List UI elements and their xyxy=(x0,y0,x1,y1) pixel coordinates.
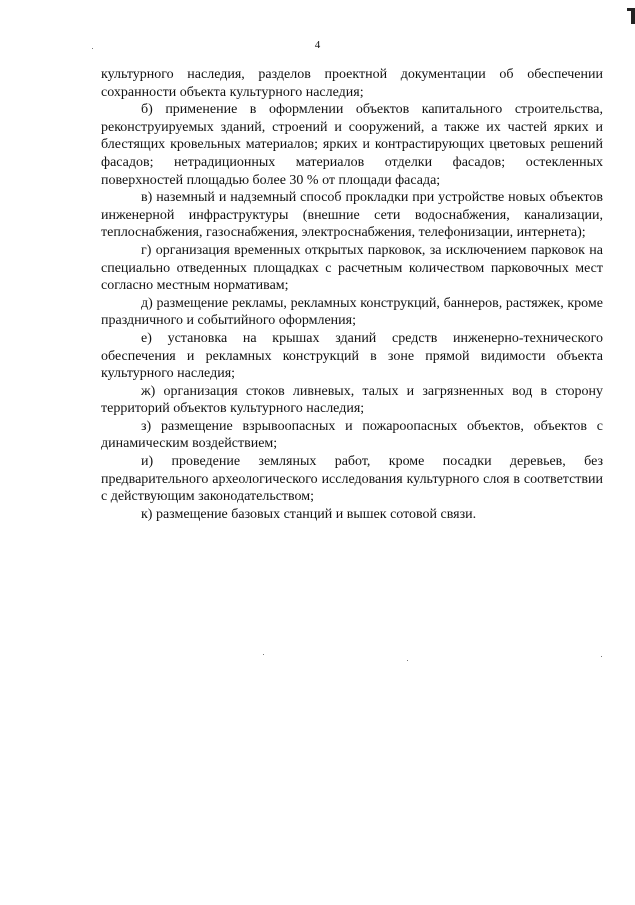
scan-speck xyxy=(407,660,408,661)
scan-speck xyxy=(92,48,93,49)
scan-speck xyxy=(263,654,264,655)
paragraph-continuation: культурного наследия, разделов проектной документации об обеспечении сохранности объекта культурного наследия; xyxy=(101,67,603,100)
page-number: 4 xyxy=(314,39,321,51)
paragraph-item-v: в) наземный и надземный способ прокладки при устройстве новых объектов инженерной инфраструктуры (внешние сети водоснабжения, канализации, теплоснабжения, газоснабжения, электроснабжения, телефонизации, интернета); xyxy=(101,190,603,241)
paragraph-item-k: к) размещение базовых станций и вышек сотовой связи. xyxy=(141,506,477,522)
scan-edge-mark xyxy=(631,8,635,24)
paragraph-item-i: и) проведение земляных работ, кроме посадки деревьев, без предварительного археологического исследования культурного слоя в соответствии с действующим законодательством; xyxy=(101,454,603,505)
paragraph-item-z: з) размещение взрывоопасных и пожароопасных объектов, объектов с динамическим воздействием; xyxy=(101,418,603,452)
scan-speck xyxy=(601,656,602,657)
paragraph-item-g: г) организация временных открытых парковок, за исключением парковок на специально отведенных площадках с расчетным количеством парковочных мест согласно местным нормативам; xyxy=(101,242,603,294)
document-body xyxy=(101,66,603,523)
paragraph-item-d: д) размещение рекламы, рекламных конструкций, баннеров, растяжек, кроме праздничного и событийного оформления; xyxy=(101,295,603,329)
paragraph-item-b: б) применение в оформлении объектов капитального строительства, реконструируемых зданий, строений и сооружений, а также их частей ярких и блестящих кровельных материалов; ярких и контрастирующих цветовых решений фасадов; нетрадиционных материалов отделки фасадов; остекленных поверхностей площадью более 30 % от площади фасада; xyxy=(101,102,603,188)
paragraph-item-e: е) установка на крышах зданий средств инженерно-технического обеспечения и рекламных конструкций в зоне прямой видимости объекта культурного наследия; xyxy=(101,330,603,382)
paragraph-item-zh: ж) организация стоков ливневых, талых и загрязненных вод в сторону территорий объектов культурного наследия; xyxy=(101,383,603,417)
